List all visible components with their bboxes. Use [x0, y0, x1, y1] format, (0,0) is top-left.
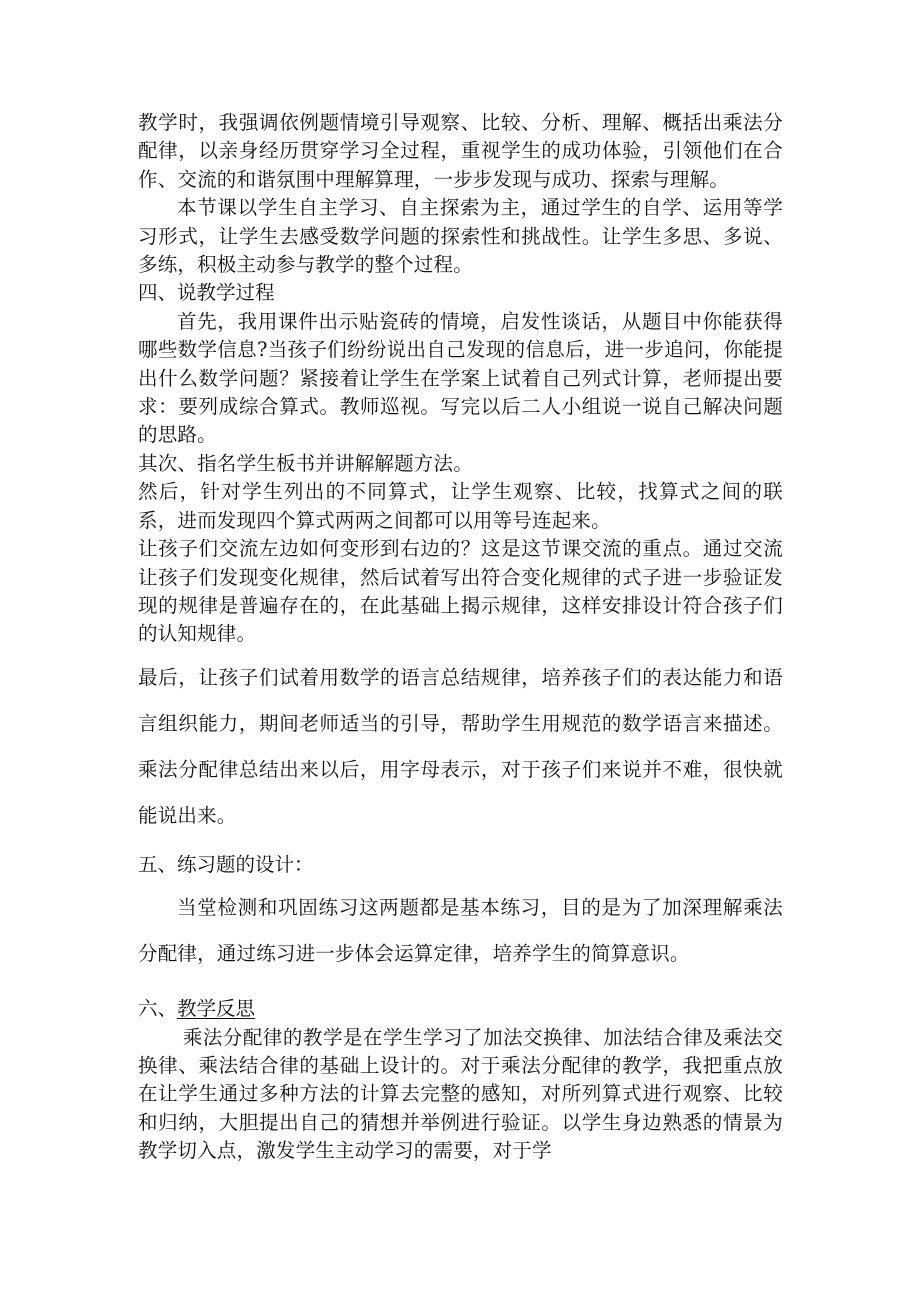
heading-reflection-title: 教学反思	[177, 997, 256, 1021]
document-page	[138, 109, 783, 1166]
paragraph-second: 其次、指名学生板书并讲解解题方法。	[138, 451, 473, 475]
heading-exercise-design: 五、练习题的设计：	[138, 852, 314, 876]
paragraph-self-study: 本节课以学生自主学习、自主探索为主，通过学生的自学、运用等学习形式，让学生去感受数学问题的探索性和挑战性。让学生多思、多说、多练，积极主动参与教学的整个过程。	[138, 196, 783, 277]
paragraph-first: 首先，我用课件出示贴瓷砖的情境，启发性谈话，从题目中你能获得哪些数学信息?当孩子们纷纷说出自己发现的信息后，进一步追问，你能提出什么数学问题？紧接着让学生在学案上试着自己列式计算，老师提出要求：要列成综合算式。教师巡视。写完以后二人小组说一说自己解决问题的思路。	[138, 309, 783, 447]
heading-reflection-prefix: 六、	[138, 997, 178, 1021]
paragraph-exercise: 当堂检测和巩固练习这两题都是基本练习，目的是为了加深理解乘法分配律，通过练习进一步体会运算定律，培养学生的简算意识。	[138, 896, 783, 966]
paragraph-then: 然后，针对学生列出的不同算式，让学生观察、比较，找算式之间的联系，进而发现四个算式两两之间都可以用等号连起来。	[138, 480, 783, 532]
heading-teaching-process: 四、说教学过程	[138, 281, 275, 305]
paragraph-exchange: 让孩子们交流左边如何变形到右边的？这是这节课交流的重点。通过交流让孩子们发现变化规律，然后试着写出符合变化规律的式子进一步验证发现的规律是普遍存在的，在此基础上揭示规律，这样安排设计符合孩子们的认知规律。	[138, 537, 783, 646]
paragraph-reflection: 乘法分配律的教学是在学生学习了加法交换律、加法结合律及乘法交换律、乘法结合律的基础上设计的。对于乘法分配律的教学，我把重点放在让学生通过多种方法的计算去完整的感知，对所列算式进行观察、比较和归纳，大胆提出自己的猜想并举例进行验证。以学生身边熟悉的情景为教学切入点，激发学生主动学习的需要，对于学	[138, 1025, 783, 1163]
heading-teaching-reflection	[138, 995, 783, 1023]
paragraph-teaching-method: 教学时，我强调依例题情境引导观察、比较、分析、理解、概括出乘法分配律，以亲身经历贯穿学习全过程，重视学生的成功体验，引领他们在合作、交流的和谐氛围中理解算理，一步步发现与成功、探索与理解。	[138, 111, 783, 191]
paragraph-finally: 最后，让孩子们试着用数学的语言总结规律，培养孩子们的表达能力和语言组织能力，期间老师适当的引导，帮助学生用规范的数学语言来描述。乘法分配律总结出来以后，用字母表示，对于孩子们来说并不难，很快就能说出来。	[138, 665, 783, 827]
